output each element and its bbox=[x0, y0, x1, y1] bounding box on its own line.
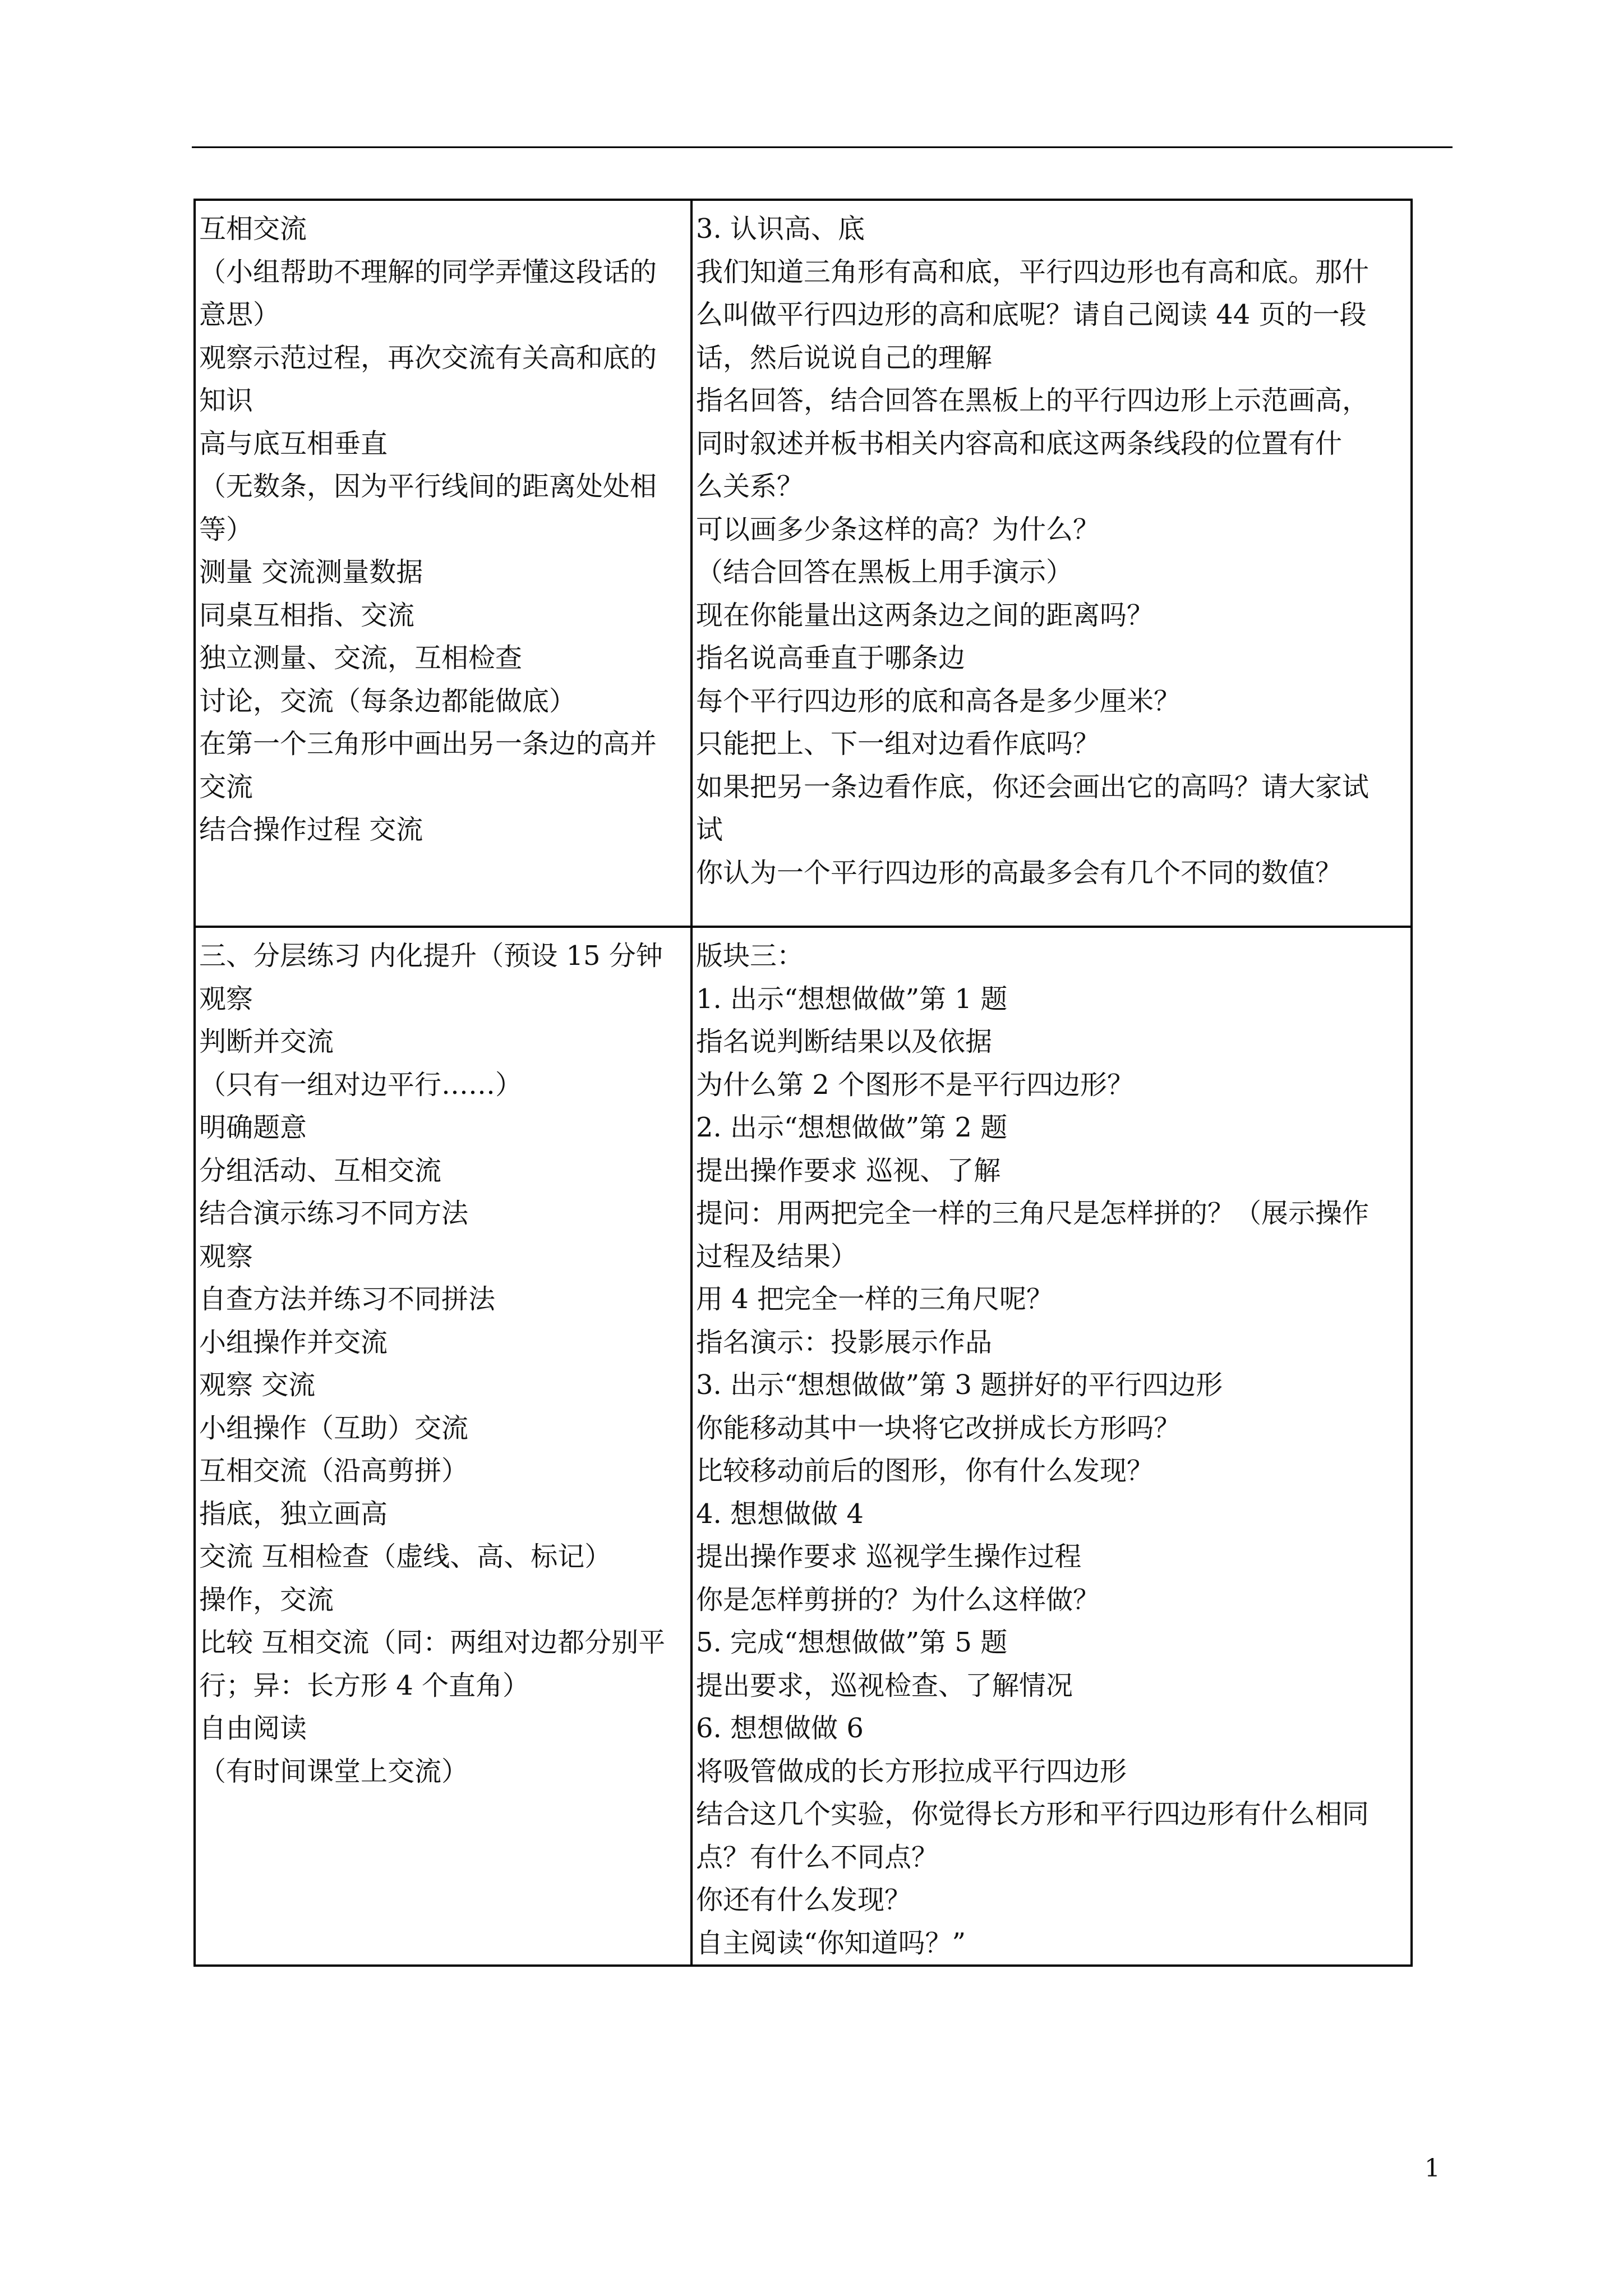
text-line: 比较移动前后的图形，你有什么发现？ bbox=[696, 1455, 1154, 1487]
text-line: 三、分层练习 内化提升（预设 15 分钟 bbox=[199, 940, 663, 972]
text-line: 版块三： bbox=[696, 940, 804, 972]
text-line: 6. 想想做做 6 bbox=[696, 1713, 864, 1744]
text-line: 交流 bbox=[199, 771, 253, 803]
text-line: 5. 完成“想想做做”第 5 题 bbox=[696, 1627, 1008, 1658]
text-line: （有时间课堂上交流） bbox=[199, 1755, 469, 1787]
text-line: 明确题意 bbox=[199, 1112, 307, 1143]
text-line: 操作，交流 bbox=[199, 1584, 334, 1616]
text-line: 意思） bbox=[199, 299, 280, 330]
text-line: 现在你能量出这两条边之间的距离吗？ bbox=[696, 599, 1154, 631]
table-row bbox=[195, 927, 1412, 1966]
text-line: 指名演示：投影展示作品 bbox=[696, 1326, 993, 1358]
text-line: 比较 互相交流（同：两组对边都分别平 bbox=[199, 1627, 666, 1658]
text-line: 话，然后说说自己的理解 bbox=[696, 342, 993, 374]
header-rule bbox=[192, 146, 1453, 148]
student-activity-cell bbox=[195, 927, 691, 1966]
text-line: 你是怎样剪拼的？为什么这样做？ bbox=[696, 1584, 1100, 1616]
text-line: 同时叙述并板书相关内容高和底这两条线段的位置有什 bbox=[696, 427, 1343, 459]
text-line: 用 4 把完全一样的三角尺呢？ bbox=[696, 1283, 1054, 1315]
text-line: 么关系？ bbox=[696, 471, 804, 502]
text-line: 观察 bbox=[199, 983, 253, 1015]
text-line: 观察 交流 bbox=[199, 1369, 316, 1401]
text-line: 我们知道三角形有高和底，平行四边形也有高和底。那什 bbox=[696, 256, 1370, 288]
text-line: 知识 bbox=[199, 385, 253, 416]
text-line: 结合这几个实验，你觉得长方形和平行四边形有什么相同 bbox=[696, 1798, 1370, 1830]
text-line: 结合操作过程 交流 bbox=[199, 814, 423, 845]
text-line: 观察 bbox=[199, 1240, 253, 1272]
text-line: （结合回答在黑板上用手演示） bbox=[696, 556, 1073, 588]
text-line: 讨论，交流（每条边都能做底） bbox=[199, 685, 577, 717]
text-line: 观察示范过程，再次交流有关高和底的 bbox=[199, 342, 657, 374]
text-line: 将吸管做成的长方形拉成平行四边形 bbox=[696, 1755, 1127, 1787]
student-activity-cell bbox=[195, 200, 691, 927]
text-line: 互相交流 bbox=[199, 213, 307, 245]
text-line: 为什么第 2 个图形不是平行四边形？ bbox=[696, 1069, 1135, 1101]
text-line: 提出操作要求 巡视学生操作过程 bbox=[696, 1541, 1082, 1572]
text-line: （无数条，因为平行线间的距离处处相 bbox=[199, 471, 657, 502]
text-line: 试 bbox=[696, 814, 723, 845]
text-line: 提出要求，巡视检查、了解情况 bbox=[696, 1669, 1073, 1701]
text-line: 交流 互相检查（虚线、高、标记） bbox=[199, 1541, 612, 1572]
text-line: 过程及结果） bbox=[696, 1240, 858, 1272]
teacher-activity-cell bbox=[691, 927, 1412, 1966]
text-line: 等） bbox=[199, 513, 253, 545]
teacher-activity-cell bbox=[691, 200, 1412, 927]
text-line: 你还有什么发现？ bbox=[696, 1884, 912, 1916]
text-line: 小组操作并交流 bbox=[199, 1326, 388, 1358]
text-line: 2. 出示“想想做做”第 2 题 bbox=[696, 1112, 1008, 1143]
text-line: 互相交流（沿高剪拼） bbox=[199, 1455, 469, 1487]
teacher-activity-list bbox=[696, 208, 1408, 894]
text-line: 指名说判断结果以及依据 bbox=[696, 1026, 993, 1057]
text-line: 在第一个三角形中画出另一条边的高并 bbox=[199, 728, 657, 760]
text-line: 1. 出示“想想做做”第 1 题 bbox=[696, 983, 1008, 1015]
student-activity-list bbox=[199, 208, 688, 852]
page-number: 1 bbox=[1424, 2154, 1440, 2183]
lesson-plan-table bbox=[193, 199, 1413, 1967]
text-line: 行；异：长方形 4 个直角） bbox=[199, 1669, 530, 1701]
table-row bbox=[195, 200, 1412, 927]
text-line: 4. 想想做做 4 bbox=[696, 1498, 864, 1530]
text-line: 提出操作要求 巡视、了解 bbox=[696, 1154, 1001, 1186]
student-activity-list bbox=[199, 935, 688, 1793]
text-line: 如果把另一条边看作底，你还会画出它的高吗？请大家试 bbox=[696, 771, 1370, 803]
text-line: 同桌互相指、交流 bbox=[199, 599, 415, 631]
text-line: 自查方法并练习不同拼法 bbox=[199, 1283, 496, 1315]
text-line: 自由阅读 bbox=[199, 1713, 307, 1744]
text-line: 你认为一个平行四边形的高最多会有几个不同的数值？ bbox=[696, 857, 1343, 889]
text-line: 判断并交流 bbox=[199, 1026, 334, 1057]
text-line: （小组帮助不理解的同学弄懂这段话的 bbox=[199, 256, 657, 288]
text-line: 3. 认识高、底 bbox=[696, 213, 865, 245]
text-line: 独立测量、交流，互相检查 bbox=[199, 642, 523, 674]
text-line: 结合演示练习不同方法 bbox=[199, 1198, 469, 1229]
text-line: 点？有什么不同点？ bbox=[696, 1841, 939, 1873]
text-line: 只能把上、下一组对边看作底吗？ bbox=[696, 728, 1100, 760]
text-line: 测量 交流测量数据 bbox=[199, 556, 423, 588]
text-line: 指底，独立画高 bbox=[199, 1498, 388, 1530]
text-line: 指名回答，结合回答在黑板上的平行四边形上示范画高， bbox=[696, 385, 1370, 416]
text-line: （只有一组对边平行……） bbox=[199, 1069, 523, 1101]
text-line: 可以画多少条这样的高？为什么？ bbox=[696, 513, 1100, 545]
text-line: 提问：用两把完全一样的三角尺是怎样拼的？（展示操作 bbox=[696, 1198, 1370, 1229]
text-line: 3. 出示“想想做做”第 3 题拼好的平行四边形 bbox=[696, 1369, 1223, 1401]
text-line: 自主阅读“你知道吗？” bbox=[696, 1927, 966, 1959]
teacher-activity-list bbox=[696, 935, 1408, 1964]
text-line: 高与底互相垂直 bbox=[199, 427, 388, 459]
text-line: 你能移动其中一块将它改拼成长方形吗？ bbox=[696, 1412, 1181, 1444]
text-line: 每个平行四边形的底和高各是多少厘米？ bbox=[696, 685, 1181, 717]
text-line: 么叫做平行四边形的高和底呢？请自己阅读 44 页的一段 bbox=[696, 299, 1367, 330]
text-line: 指名说高垂直于哪条边 bbox=[696, 642, 966, 674]
text-line: 分组活动、互相交流 bbox=[199, 1154, 442, 1186]
text-line: 小组操作（互助）交流 bbox=[199, 1412, 469, 1444]
